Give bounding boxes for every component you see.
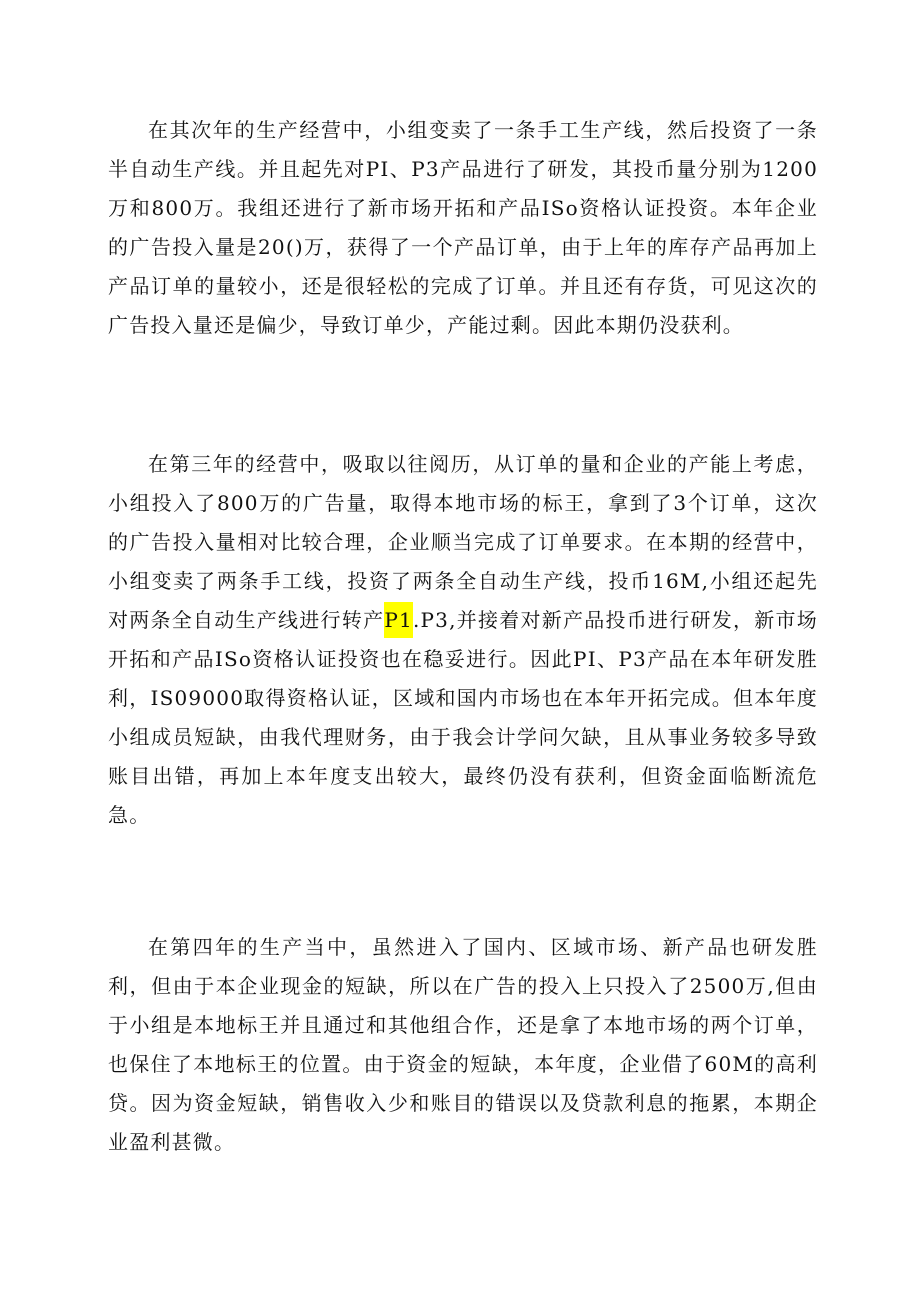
paragraph-year-two: 在其次年的生产经营中，小组变卖了一条手工生产线，然后投资了一条半自动生产线。并且起先对PI、P3产品进行了研发，其投币量分别为1200万和800万。我组还进行了新市场开拓和产品ISo资格认证投资。本年企业的广告投入量是20()万，获得了一个产品订单，由于上年的库存产品再加上产品订单的量较小，还是很轻松的完成了订单。并且还有存货，可见这次的广告投入量还是偏少，导致订单少，产能过剩。因此本期仍没获利。: [108, 118, 818, 337]
paragraph-year-four: 在第四年的生产当中，虽然进入了国内、区域市场、新产品也研发胜利，但由于本企业现金的短缺，所以在广告的投入上只投入了2500万,但由于小组是本地标王并且通过和其他组合作，还是拿了本地市场的两个订单，也保住了本地标王的位置。由于资金的短缺，本年度，企业借了60M的高利贷。因为资金短缺，销售收入少和账目的错误以及贷款利息的拖累，本期企业盈利甚微。: [108, 935, 818, 1154]
paragraph-year-three-text-after: .P3,并接着对新产品投币进行研发，新市场开拓和产品ISo资格认证投资也在稳妥进行。因此PI、P3产品在本年研发胜利，IS09000取得资格认证，区域和国内市场也在本年开拓完成。但本年度小组成员短缺，由我代理财务，由于我会计学问欠缺，且从事业务较多导致账目出错，再加上本年度支出较大，最终仍没有获利，但资金面临断流危急。: [108, 608, 818, 827]
highlighted-text: P1: [384, 602, 413, 638]
paragraph-year-three: [108, 445, 818, 835]
paragraph-year-three-text-before: 在第三年的经营中，吸取以往阅历，从订单的量和企业的产能上考虑，小组投入了800万的广告量，取得本地市场的标王，拿到了3个订单，这次的广告投入量相对比较合理，企业顺当完成了订单要求。在本期的经营中，小组变卖了两条手工线，投资了两条全自动生产线，投币16M,小组还起先对两条全自动生产线进行转产: [108, 452, 818, 632]
